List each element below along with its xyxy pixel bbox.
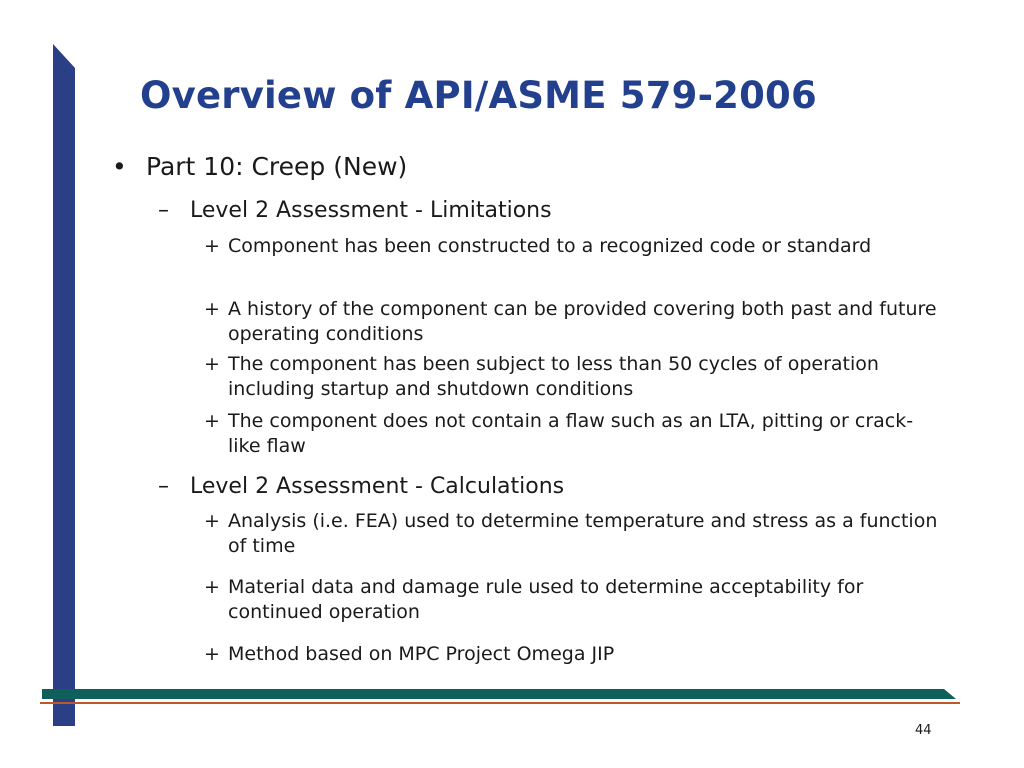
- footer-orange-line: [40, 702, 960, 704]
- list-item: [204, 509, 944, 559]
- list-item: [204, 352, 944, 402]
- dash-marker: –: [158, 198, 169, 223]
- list-item-text: The component has been subject to less than 50 cycles of operation including startup and shutdown conditions: [228, 353, 879, 400]
- dash-marker: –: [158, 474, 169, 499]
- plus-marker: +: [204, 235, 220, 257]
- plus-marker: +: [204, 510, 220, 532]
- list-item-text: Material data and damage rule used to determine acceptability for continued operation: [228, 576, 864, 623]
- list-item: [204, 642, 944, 667]
- bullet-marker: •: [112, 152, 127, 181]
- section-limitations-heading: [158, 198, 552, 223]
- list-item: [204, 234, 944, 259]
- left-accent-bar: [53, 0, 75, 726]
- list-item: [204, 575, 944, 625]
- list-item-text: Component has been constructed to a recognized code or standard: [228, 235, 872, 257]
- bullet-part-10: [112, 152, 407, 181]
- section-heading: Level 2 Assessment - Calculations: [190, 474, 565, 499]
- list-item-text: A history of the component can be provided covering both past and future operating conditions: [228, 298, 937, 345]
- plus-marker: +: [204, 353, 220, 375]
- plus-marker: +: [204, 643, 220, 665]
- section-heading: Level 2 Assessment - Limitations: [190, 198, 552, 223]
- list-item-text: The component does not contain a flaw such as an LTA, pitting or crack-like flaw: [228, 410, 914, 457]
- footer-green-bar: [42, 689, 956, 699]
- plus-marker: +: [204, 298, 220, 320]
- plus-marker: +: [204, 576, 220, 598]
- list-item: [204, 409, 944, 459]
- plus-marker: +: [204, 410, 220, 432]
- list-item-text: Analysis (i.e. FEA) used to determine temperature and stress as a function of time: [228, 510, 938, 557]
- slide-title: Overview of API/ASME 579-2006: [140, 74, 817, 117]
- page-number: 44: [915, 723, 932, 738]
- list-item-text: Method based on MPC Project Omega JIP: [228, 643, 615, 665]
- bullet-text: Part 10: Creep (New): [146, 152, 408, 181]
- list-item: [204, 297, 944, 347]
- section-calculations-heading: [158, 474, 564, 499]
